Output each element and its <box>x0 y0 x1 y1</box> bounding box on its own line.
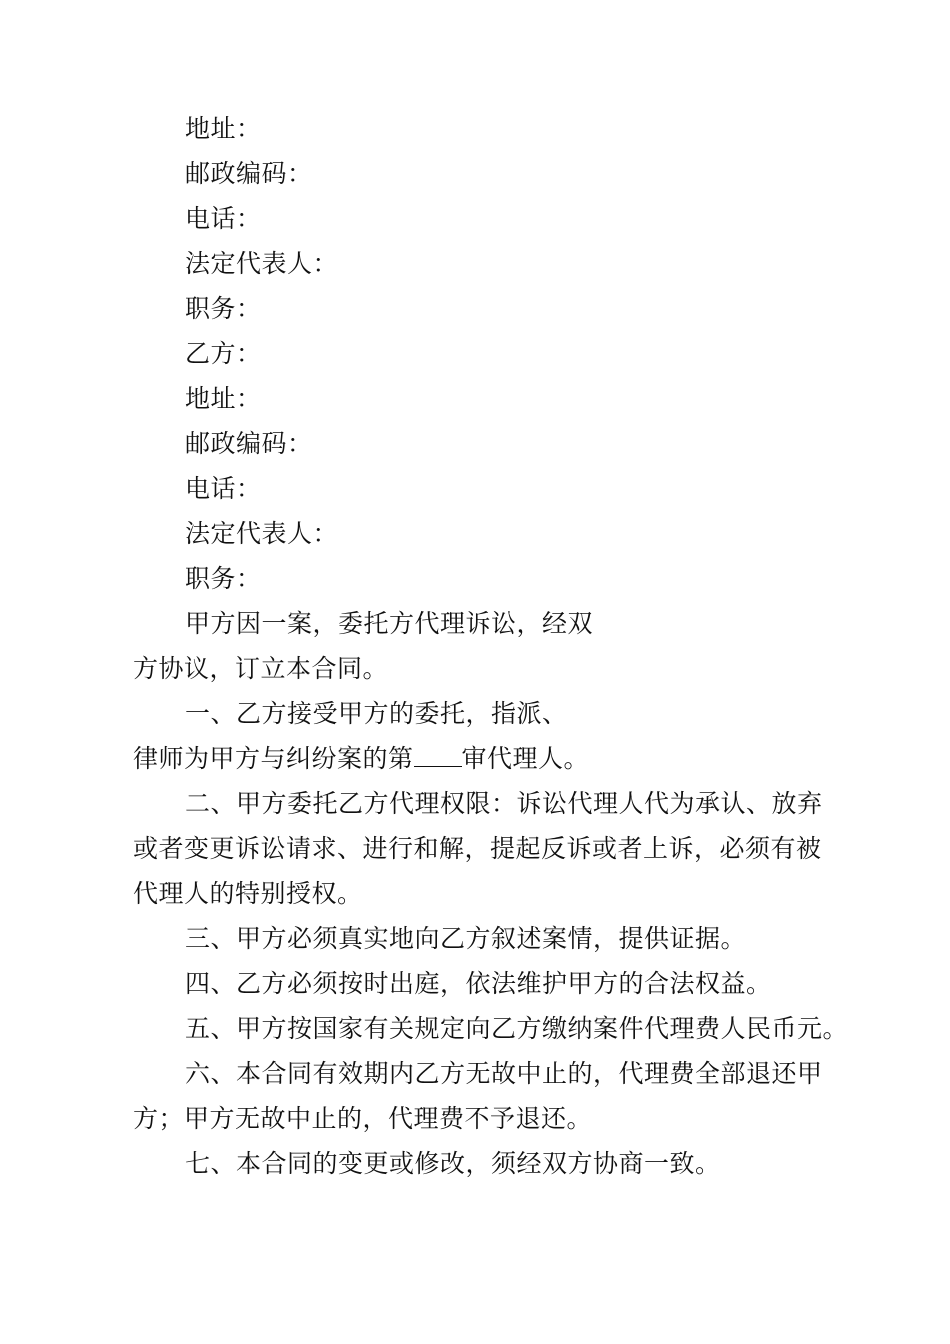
clause-6-line-1: 六、本合同有效期内乙方无故中止的，代理费全部退还甲 <box>185 1059 823 1088</box>
party-b-phone-label: 电话： <box>185 474 262 503</box>
party-b-label: 乙方： <box>185 339 262 368</box>
clause-1-text-before-blank: 律师为甲方与纠纷案的第 <box>133 744 414 773</box>
party-a-phone-label: 电话： <box>185 204 262 233</box>
clause-5: 五、甲方按国家有关规定向乙方缴纳案件代理费人民币元。 <box>185 1014 849 1043</box>
clause-7: 七、本合同的变更或修改，须经双方协商一致。 <box>185 1149 721 1178</box>
clause-2-line-2: 或者变更诉讼请求、进行和解，提起反诉或者上诉，必须有被 <box>133 834 822 863</box>
clause-1-text-after-blank: 审代理人。 <box>461 744 590 773</box>
clause-2-line-1: 二、甲方委托乙方代理权限：诉讼代理人代为承认、放弃 <box>185 789 823 818</box>
intro-line-2: 方协议，订立本合同。 <box>133 654 389 683</box>
clause-1-line-2 <box>133 736 833 781</box>
party-b-legal-rep-label: 法定代表人： <box>185 519 339 548</box>
clause-2-line-3: 代理人的特别授权。 <box>133 879 363 908</box>
party-b-address-label: 地址： <box>185 384 262 413</box>
party-a-position-label: 职务： <box>185 294 262 323</box>
party-a-postal-code-label: 邮政编码： <box>185 159 313 188</box>
party-b-position-label: 职务： <box>185 564 262 593</box>
party-b-postal-code-label: 邮政编码： <box>185 429 313 458</box>
intro-line-1: 甲方因一案，委托方代理诉讼，经双 <box>185 609 594 638</box>
contract-body <box>133 106 849 1186</box>
clause-4: 四、乙方必须按时出庭，依法维护甲方的合法权益。 <box>185 969 772 998</box>
party-a-legal-rep-label: 法定代表人： <box>185 249 339 278</box>
party-a-address-label: 地址： <box>185 114 262 143</box>
clause-3: 三、甲方必须真实地向乙方叙述案情，提供证据。 <box>185 924 747 953</box>
instance-blank <box>414 746 462 767</box>
clause-1-line-1: 一、乙方接受甲方的委托，指派、 <box>185 699 568 728</box>
clause-6-line-2: 方；甲方无故中止的，代理费不予退还。 <box>133 1104 593 1133</box>
